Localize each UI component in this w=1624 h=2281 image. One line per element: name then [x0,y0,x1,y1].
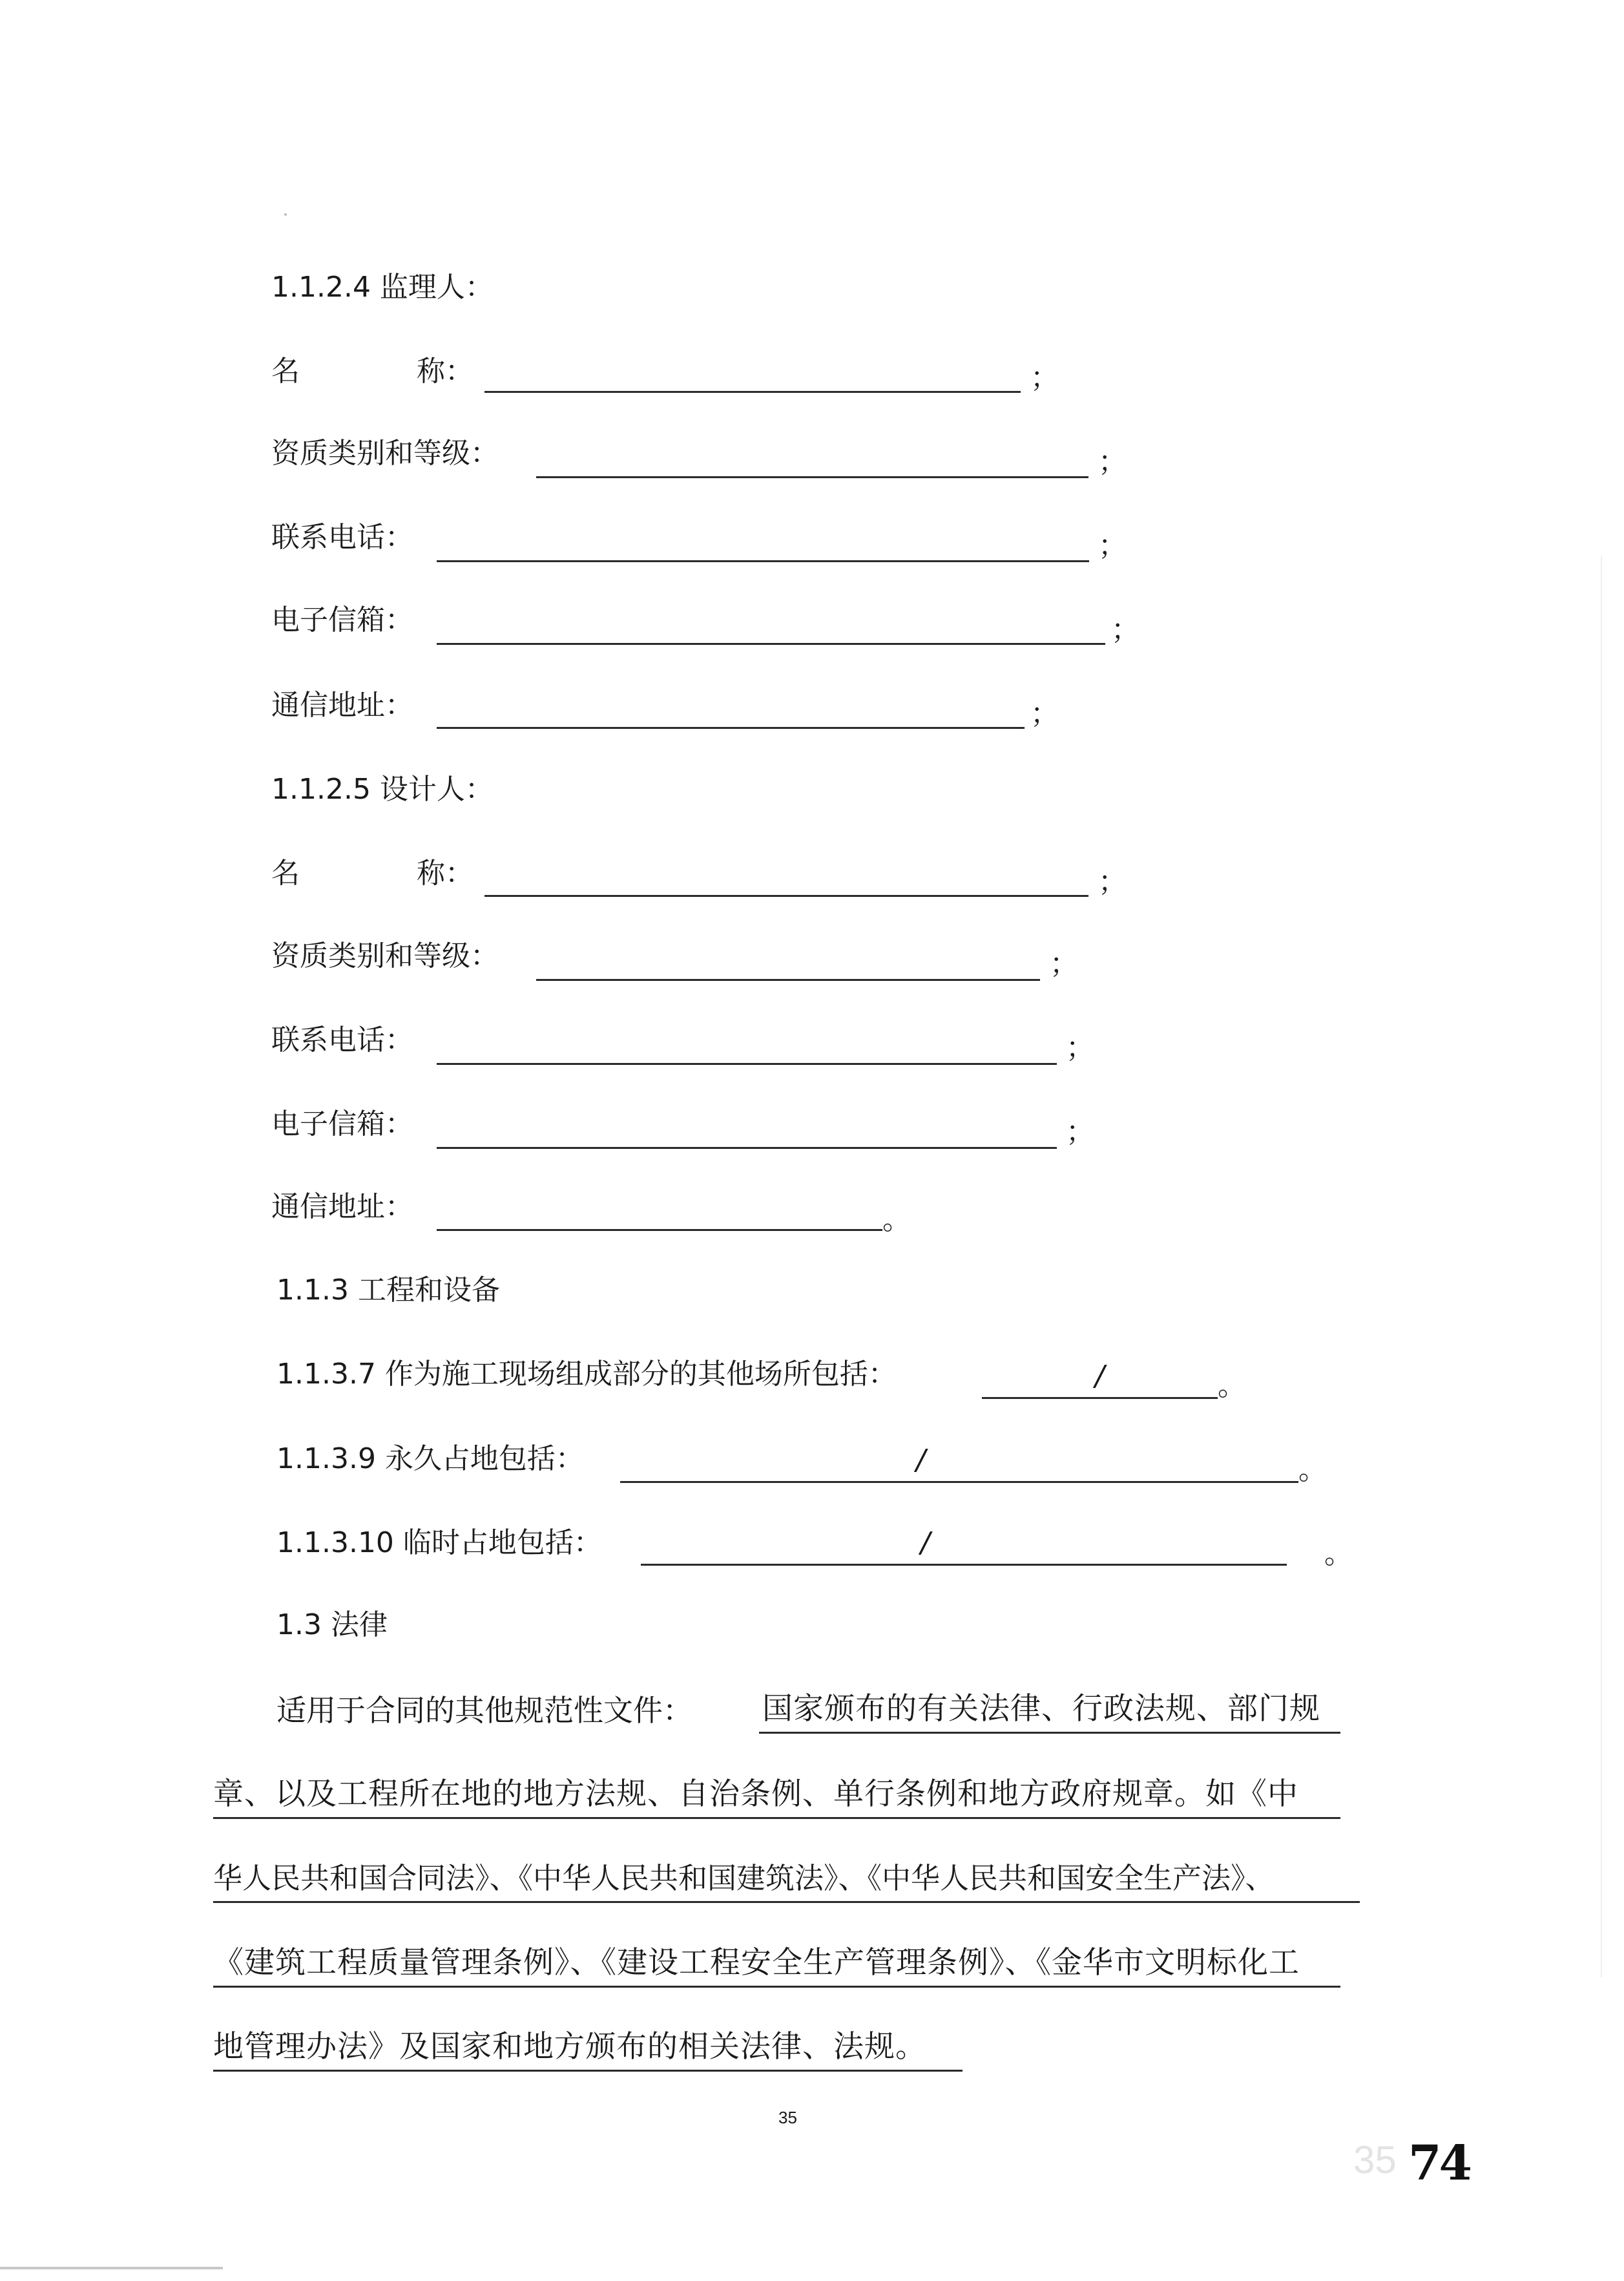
works-heading: 1.1.3 工程和设备 [276,1274,500,1307]
designer-qual-field[interactable] [536,979,1040,981]
scan-edge-mark [0,2267,223,2269]
works-item7-value: / [1095,1360,1105,1393]
designer-phone-field[interactable] [437,1063,1057,1065]
faint-page-number: 35 [1353,2138,1397,2181]
designer-name-end: ； [1098,865,1127,898]
law-text-line-2: 章、以及工程所在地的地方法规、自治条例、单行条例和地方政府规章。如《中 [213,1776,1298,1812]
supervisor-name-field[interactable] [484,391,1021,393]
works-item9-end: 。 [1298,1453,1327,1486]
designer-heading: 1.1.2.5 设计人： [271,773,494,806]
designer-name-label-a: 名 [271,857,300,890]
works-item10-label: 1.1.3.10 临时占地包括： [276,1526,602,1559]
works-item7-field[interactable] [982,1397,1218,1399]
law-underline-3 [213,1901,1360,1903]
designer-name-label-b: 称： [417,857,474,890]
works-item9-label: 1.1.3.9 永久占地包括： [276,1442,584,1475]
works-item7-label: 1.1.3.7 作为施工现场组成部分的其他场所包括： [276,1358,897,1391]
designer-email-label: 电子信箱： [271,1108,413,1140]
law-underline-1 [759,1732,1340,1734]
supervisor-email-field[interactable] [437,643,1105,645]
law-underline-4 [213,1986,1340,1988]
supervisor-email-label: 电子信箱： [271,604,413,636]
designer-phone-label: 联系电话： [271,1024,413,1056]
supervisor-qual-field[interactable] [536,476,1088,478]
works-item10-end: 。 [1324,1537,1353,1570]
works-item10-field[interactable] [641,1564,1287,1566]
works-item7-end: 。 [1218,1369,1246,1402]
law-heading: 1.3 法律 [276,1608,388,1641]
supervisor-addr-label: 通信地址： [271,689,413,722]
supervisor-name-end: ； [1030,361,1059,394]
handwritten-page-number: 74 [1408,2136,1470,2191]
law-underline-5 [213,2070,963,2072]
designer-email-end: ； [1066,1115,1094,1148]
supervisor-qual-label: 资质类别和等级： [271,437,499,470]
designer-qual-end: ； [1050,947,1078,980]
supervisor-name-label-b: 称： [417,355,474,388]
law-text-line-3: 华人民共和国合同法》、《中华人民共和国建筑法》、《中华人民共和国安全生产法》、 [213,1861,1275,1895]
supervisor-email-end: ； [1111,613,1140,646]
supervisor-phone-label: 联系电话： [271,521,413,554]
works-item10-value: / [921,1526,930,1559]
law-text-line-5: 地管理办法》及国家和地方颁布的相关法律、法规。 [213,2029,926,2065]
scan-edge-shadow [1601,556,1602,1977]
supervisor-qual-end: ； [1098,445,1127,478]
designer-email-field[interactable] [437,1147,1057,1149]
page-number: 35 [778,2108,797,2127]
designer-qual-label: 资质类别和等级： [271,940,499,972]
designer-name-field[interactable] [484,895,1088,897]
designer-addr-end: 。 [882,1203,911,1236]
supervisor-addr-field[interactable] [437,727,1025,729]
supervisor-name-label-a: 名 [271,355,300,388]
works-item9-field[interactable] [620,1481,1298,1483]
law-text-line-4: 《建筑工程质量管理条例》、《建设工程安全生产管理条例》、《金华市文明标化工 [213,1945,1300,1981]
law-text-line-1: 国家颁布的有关法律、行政法规、部门规 [762,1691,1320,1727]
designer-addr-label: 通信地址： [271,1190,413,1223]
scan-speck [284,213,287,216]
designer-addr-field[interactable] [437,1229,882,1231]
works-item9-value: / [916,1444,926,1477]
supervisor-heading: 1.1.2.4 监理人： [271,271,494,304]
designer-phone-end: ； [1066,1031,1094,1064]
supervisor-addr-end: ； [1030,697,1059,730]
law-intro: 适用于合同的其他规范性文件： [276,1693,692,1728]
supervisor-phone-end: ； [1098,529,1127,562]
law-underline-2 [213,1817,1340,1819]
supervisor-phone-field[interactable] [437,560,1089,562]
